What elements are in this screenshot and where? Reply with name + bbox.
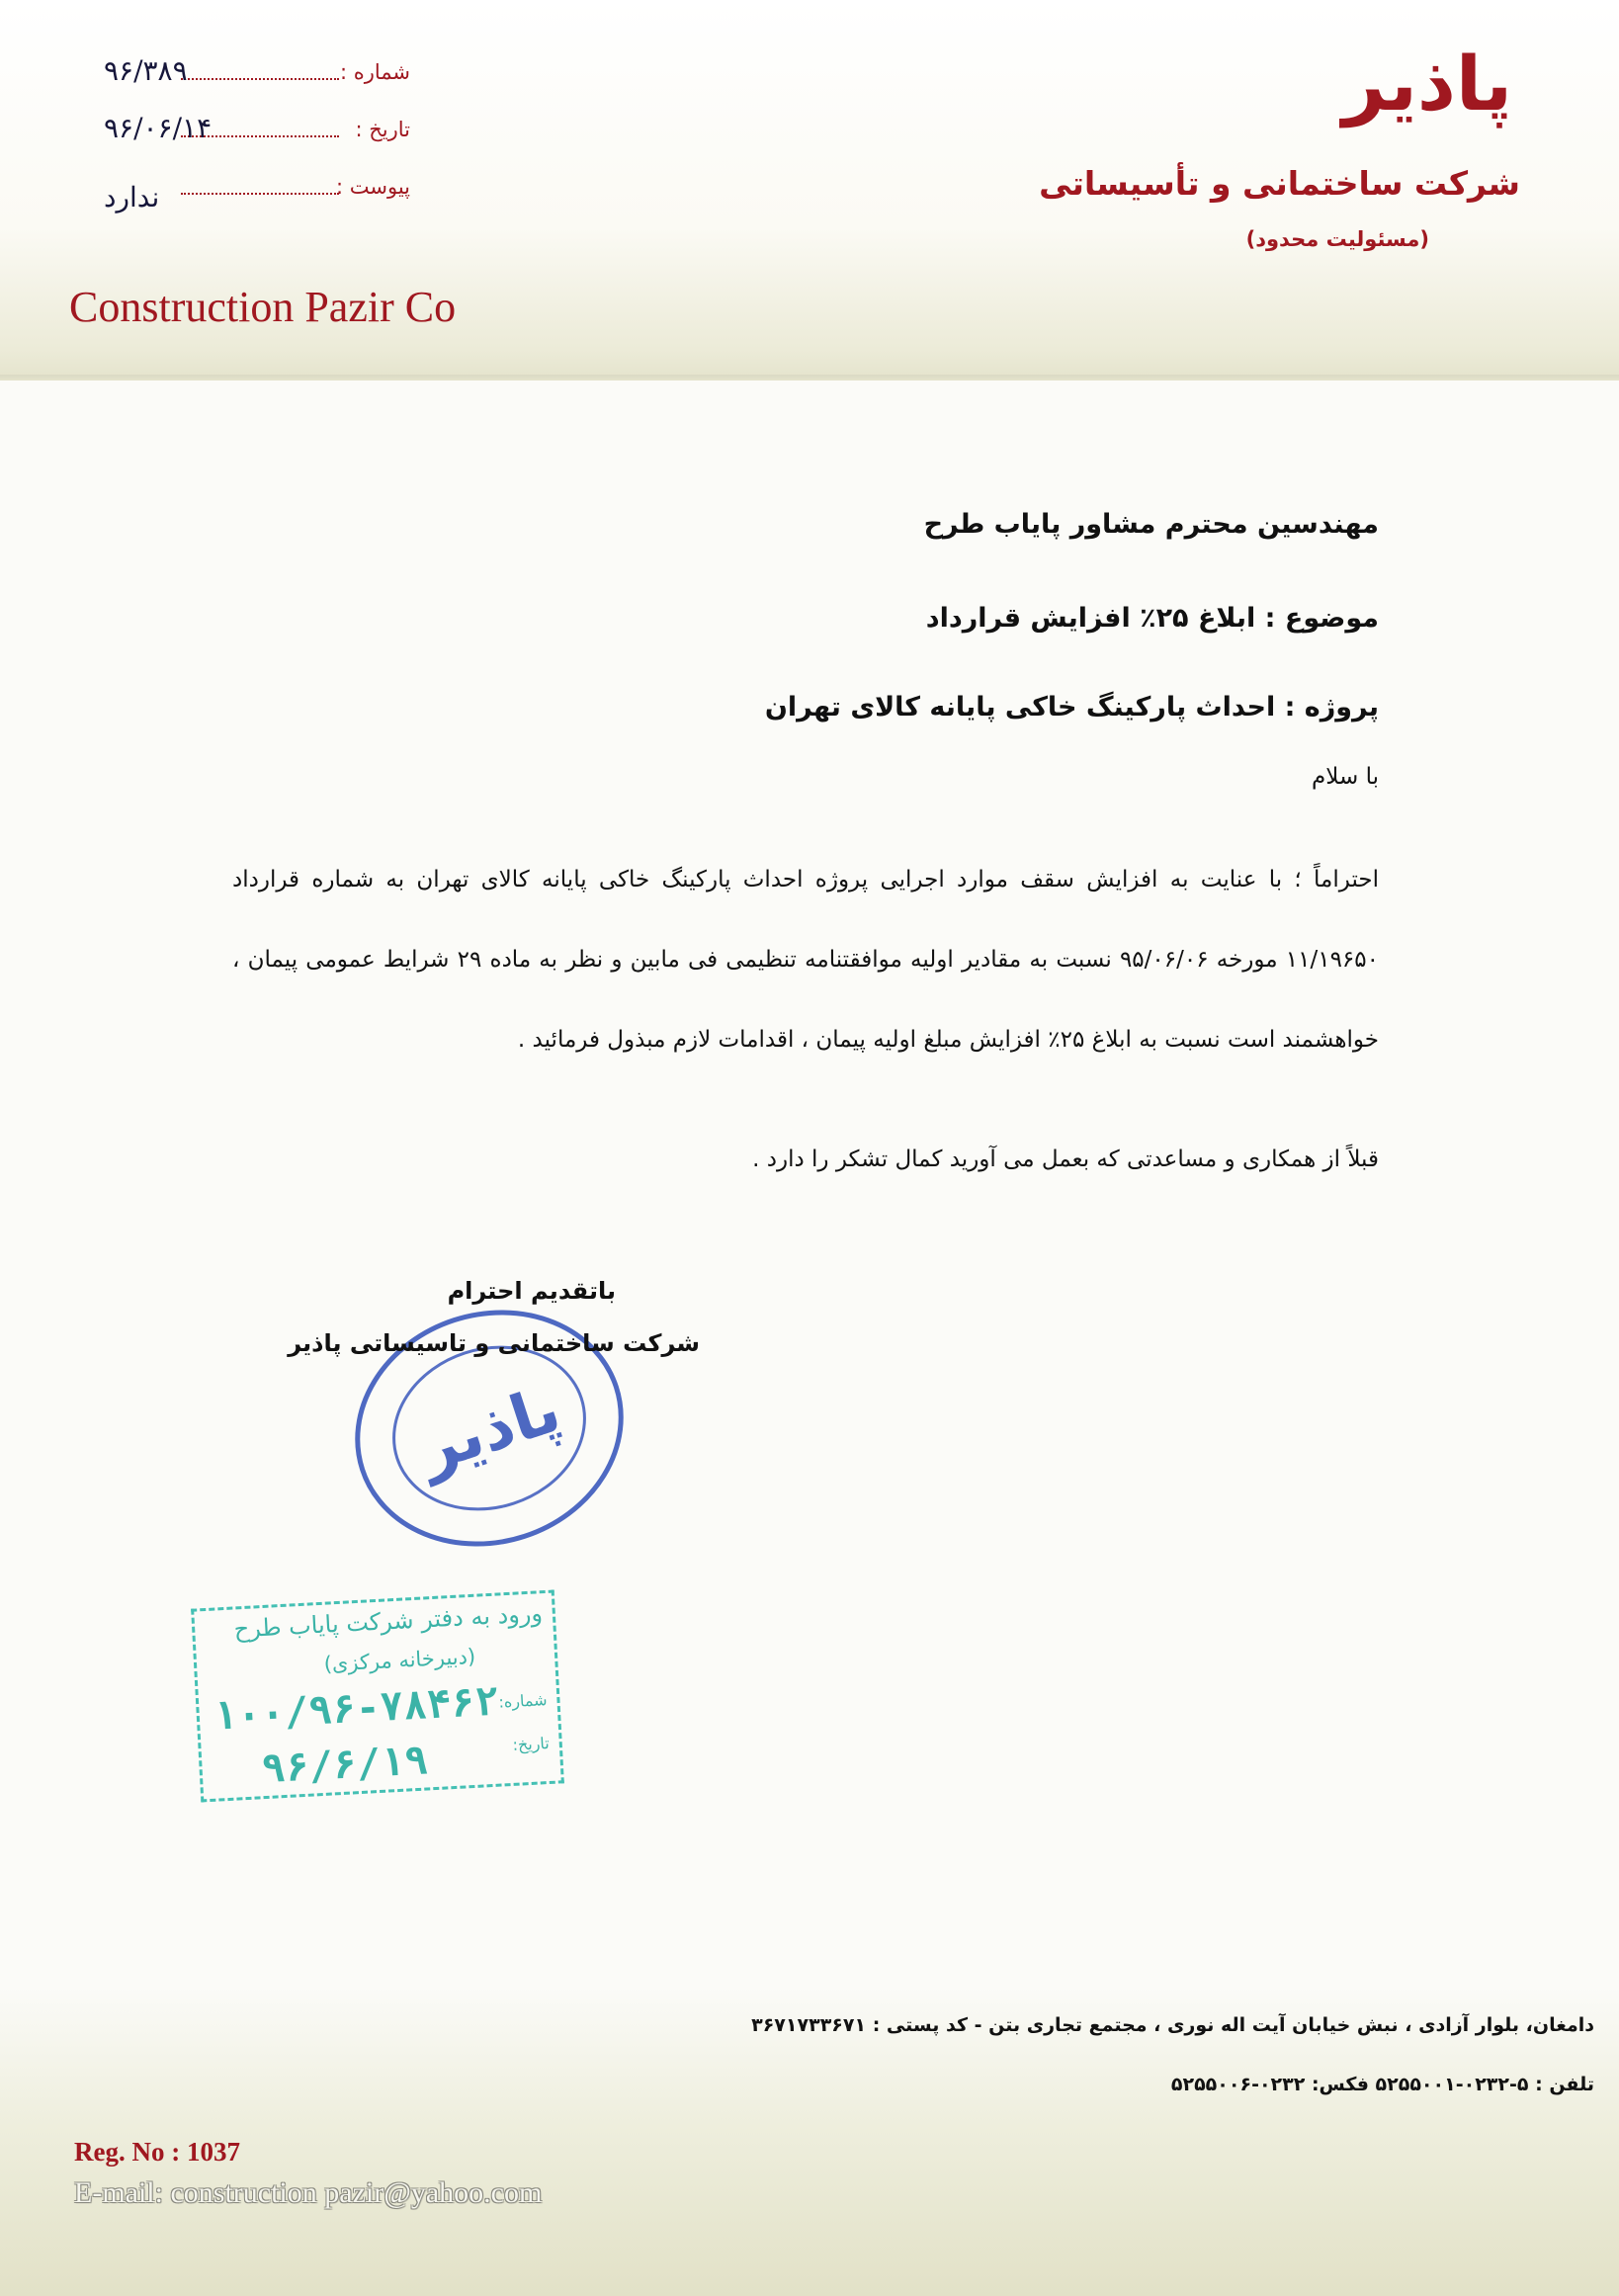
inbox-date-value: ۹۶/۶/۱۹ bbox=[260, 1738, 430, 1793]
company-logo: پاذیر bbox=[1342, 40, 1512, 128]
meta-number-dots bbox=[181, 78, 339, 80]
footer-phones: تلفن : ۵-۰۲۳۲-۵۲۵۵۰۰۱ فکس: ۰۲۳۲-۵۲۵۵۰۰۶ bbox=[1170, 2074, 1594, 2095]
inbox-date-label: تاریخ: bbox=[512, 1733, 551, 1754]
meta-date-row bbox=[94, 112, 410, 169]
meta-number-value: ۹۶/۳۸۹ bbox=[104, 54, 188, 87]
meta-date-value: ۹۶/۰۶/۱۴ bbox=[104, 112, 213, 144]
inbox-receipt-stamp bbox=[191, 1590, 564, 1803]
seal-center-text: پاذیر bbox=[410, 1373, 569, 1488]
inbox-number-value: ۱۰۰/۹۶-۷۸۴۶۲ bbox=[212, 1678, 500, 1740]
meta-number-label: شماره : bbox=[339, 60, 410, 84]
meta-number-row bbox=[94, 54, 410, 112]
letter-closing: قبلاً از همکاری و مساعدتی که بعمل می آورید کمال تشکر را دارد . bbox=[752, 1147, 1379, 1172]
inbox-number-label: شماره: bbox=[497, 1690, 548, 1712]
footer-address: دامغان، بلوار آزادی ، نبش خیابان آیت اله نوری ، مجتمع تجاری بتن - کد پستی : ۳۶۷۱۷۳۳۶۷۱ bbox=[751, 2014, 1594, 2036]
meta-attachment-value: ندارد bbox=[104, 181, 160, 213]
letter-body: احتراماً ؛ با عنایت به افزایش سقف موارد اجرایی پروژه احداث پارکینگ خاکی پایانه کالای تهران به شماره قرارداد ۱۱/۱۹۶۵۰ مورخه ۹۵/۰۶/۰۶ نسبت به مقادیر اولیه موافقتنامه تنظیمی فی مابین و نظر به ماده ۲۹ شرایط عمومی پیمان ، خواهشمند است نسبت به ابلاغ ۲۵٪ افزایش مبلغ اولیه پیمان ، اقدامات لازم مبذول فرمائید . bbox=[232, 867, 1379, 1053]
signature-company: شرکت ساختمانی و تاسیساتی پاذیر bbox=[288, 1329, 700, 1357]
company-name-fa: شرکت ساختمانی و تأسیساتی bbox=[1039, 164, 1520, 203]
footer-email: E-mail: construction pazir@yahoo.com bbox=[74, 2176, 543, 2209]
letter-greeting: با سلام bbox=[1312, 764, 1379, 790]
meta-attachment-dots bbox=[181, 193, 339, 195]
meta-attachment-label: پیوست : bbox=[336, 175, 410, 199]
meta-date-label: تاریخ : bbox=[355, 118, 410, 141]
inbox-stamp-title: ورود به دفتر شرکت پایاب طرح bbox=[232, 1599, 544, 1644]
letter-meta bbox=[94, 54, 410, 226]
letter-subject: موضوع : ابلاغ ۲۵٪ افزایش قرارداد bbox=[925, 603, 1379, 634]
signature-regards: باتقدیم احترام bbox=[447, 1277, 616, 1305]
company-name-en: Construction Pazir Co bbox=[69, 283, 457, 331]
meta-attachment-row bbox=[94, 169, 410, 226]
letter-project: پروژه : احداث پارکینگ خاکی پایانه کالای تهران bbox=[764, 692, 1379, 723]
inbox-stamp-subtitle: (دبیرخانه مرکزی) bbox=[323, 1644, 476, 1676]
footer-reg-no: Reg. No : 1037 bbox=[74, 2137, 240, 2167]
letter-addressee: مهندسین محترم مشاور پایاب طرح bbox=[923, 509, 1379, 540]
company-type: (مسئولیت محدود) bbox=[1245, 227, 1429, 251]
